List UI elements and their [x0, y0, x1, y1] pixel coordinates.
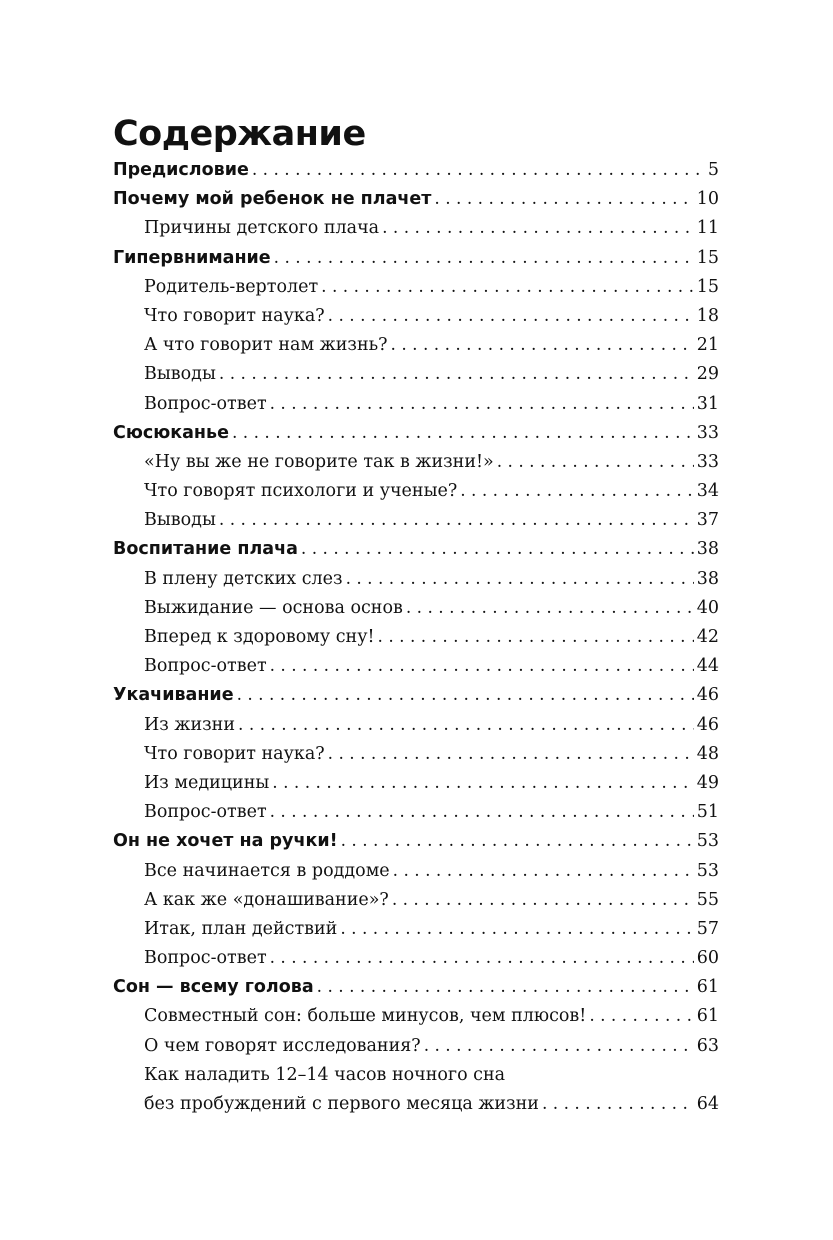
toc-section-entry[interactable] — [113, 744, 719, 773]
dot-leader — [424, 1036, 694, 1056]
toc-page-number: 61 — [696, 1006, 719, 1027]
toc-chapter-entry[interactable] — [113, 977, 719, 1006]
page-title: Содержание — [113, 114, 366, 154]
toc-page-number: 37 — [696, 510, 719, 531]
dot-leader — [393, 861, 694, 881]
toc-section-entry[interactable] — [113, 890, 719, 919]
toc-section-entry[interactable] — [113, 218, 719, 247]
toc-entry-title: Что говорит наука? — [144, 305, 325, 326]
toc-page-number: 64 — [696, 1094, 719, 1114]
toc-entry-title: Выводы — [144, 364, 216, 385]
toc-chapter-entry[interactable] — [113, 189, 719, 218]
toc-section-entry[interactable] — [113, 1094, 719, 1123]
toc-section-entry[interactable] — [113, 510, 719, 539]
toc-chapter-entry[interactable] — [113, 248, 719, 277]
toc-page-number: 29 — [696, 364, 719, 385]
toc-section-entry[interactable] — [113, 919, 719, 948]
dot-leader — [346, 569, 694, 589]
toc-entry-title: В плену детских слез — [144, 568, 343, 589]
toc-page-number: 15 — [696, 276, 719, 297]
dot-leader — [341, 831, 694, 851]
toc-entry-title: Из жизни — [144, 714, 236, 735]
toc-entry-title: О чем говорят исследования? — [144, 1035, 421, 1056]
toc-entry-title: Вопрос-ответ — [144, 802, 267, 823]
toc-page-number: 38 — [696, 568, 719, 589]
toc-entry-title: Выжидание — основа основ — [144, 597, 403, 618]
toc-entry-title: Как наладить 12–14 часов ночного сна — [144, 1064, 506, 1085]
dot-leader — [497, 452, 694, 472]
toc-entry-title: Из медицины — [144, 772, 270, 793]
toc-page-number: 15 — [696, 247, 719, 268]
toc-section-entry[interactable] — [113, 627, 719, 656]
toc-section-entry[interactable] — [113, 861, 719, 890]
toc-entry-title: Что говорит наука? — [144, 743, 325, 764]
dot-leader — [542, 1094, 694, 1114]
toc-page-number: 53 — [696, 860, 719, 881]
toc-entry-title: Укачивание — [113, 685, 234, 706]
table-of-contents — [113, 160, 719, 1123]
dot-leader — [340, 919, 693, 939]
toc-entry-title: Вопрос-ответ — [144, 393, 267, 414]
toc-page-number: 42 — [696, 627, 719, 647]
dot-leader — [219, 510, 694, 530]
dot-leader — [237, 685, 694, 705]
toc-page-number: 57 — [696, 918, 719, 939]
toc-entry-title: Гипервнимание — [113, 247, 271, 268]
toc-section-entry[interactable] — [113, 306, 719, 335]
dot-leader — [460, 481, 693, 501]
toc-entry-title: А как же «донашивание»? — [144, 889, 389, 910]
toc-entry-title: Вопрос-ответ — [144, 948, 267, 969]
toc-section-entry[interactable] — [113, 715, 719, 744]
toc-section-entry[interactable] — [113, 948, 719, 977]
toc-section-entry[interactable] — [113, 1036, 719, 1065]
toc-page-number: 49 — [696, 772, 719, 793]
dot-leader — [270, 802, 694, 822]
dot-leader — [232, 423, 694, 443]
toc-entry-title: Он не хочет на ручки! — [113, 831, 338, 852]
toc-section-entry[interactable] — [113, 277, 719, 306]
toc-entry-title: Совместный сон: больше минусов, чем плюсов! — [144, 1006, 587, 1027]
dot-leader — [301, 539, 694, 559]
toc-chapter-entry[interactable] — [113, 160, 719, 189]
dot-leader — [270, 656, 694, 676]
toc-chapter-entry[interactable] — [113, 831, 719, 860]
toc-page-number: 5 — [707, 160, 719, 180]
toc-section-entry[interactable] — [113, 394, 719, 423]
toc-entry-title: Воспитание плача — [113, 539, 298, 560]
dot-leader — [272, 773, 693, 793]
toc-entry-title: Все начинается в роддоме — [144, 860, 390, 881]
toc-section-entry[interactable] — [113, 481, 719, 510]
dot-leader — [274, 248, 694, 268]
dot-leader — [270, 394, 694, 414]
toc-page-number: 18 — [696, 305, 719, 326]
toc-entry-title: Родитель-вертолет — [144, 276, 319, 297]
toc-section-entry[interactable] — [113, 364, 719, 393]
toc-entry-title: Выводы — [144, 510, 216, 531]
toc-page-number: 61 — [696, 977, 719, 998]
toc-page-number: 60 — [696, 948, 719, 969]
toc-page-number: 31 — [696, 393, 719, 414]
dot-leader — [378, 627, 694, 647]
toc-section-entry[interactable] — [113, 452, 719, 481]
dot-leader — [406, 598, 694, 618]
dot-leader — [392, 890, 694, 910]
toc-section-entry[interactable] — [113, 802, 719, 831]
toc-entry-title: А что говорит нам жизнь? — [144, 335, 388, 356]
toc-section-entry[interactable] — [113, 773, 719, 802]
toc-chapter-entry[interactable] — [113, 685, 719, 714]
toc-page-number: 63 — [696, 1035, 719, 1056]
dot-leader — [317, 977, 694, 997]
toc-entry-title: Вопрос-ответ — [144, 656, 267, 677]
toc-page-number: 33 — [696, 451, 719, 472]
toc-page-number: 55 — [696, 889, 719, 910]
toc-entry-title: Предисловие — [113, 160, 249, 180]
toc-section-entry[interactable] — [113, 335, 719, 364]
toc-entry-title: Причины детского плача — [144, 218, 380, 239]
dot-leader — [321, 277, 694, 297]
toc-chapter-entry[interactable] — [113, 423, 719, 452]
toc-page-number: 10 — [696, 189, 719, 210]
dot-leader — [589, 1006, 693, 1026]
dot-leader — [328, 744, 694, 764]
toc-page-number: 53 — [696, 831, 719, 852]
dot-leader — [252, 160, 705, 180]
toc-section-entry[interactable] — [113, 598, 719, 627]
toc-entry-title: Сон — всему голова — [113, 977, 314, 998]
toc-page-number: 51 — [696, 802, 719, 823]
toc-page-number: 44 — [696, 656, 719, 677]
dot-leader — [391, 335, 694, 355]
toc-page-number: 11 — [696, 218, 719, 239]
dot-leader — [382, 218, 694, 238]
toc-entry-title: Что говорят психологи и ученые? — [144, 481, 458, 502]
toc-entry-line[interactable] — [113, 1065, 719, 1094]
toc-entry-title: Почему мой ребенок не плачет — [113, 189, 432, 210]
toc-page-number: 46 — [696, 714, 719, 735]
toc-page-number: 21 — [696, 335, 719, 356]
toc-page-number: 40 — [696, 597, 719, 618]
toc-entry-title: без пробуждений с первого месяца жизни — [144, 1094, 539, 1114]
toc-entry-title: Итак, план действий — [144, 918, 338, 939]
dot-leader — [434, 189, 693, 209]
toc-entry-title: Вперед к здоровому сну! — [144, 627, 375, 647]
toc-page-number: 33 — [696, 422, 719, 443]
toc-page-number: 46 — [696, 685, 719, 706]
dot-leader — [270, 948, 694, 968]
toc-page-number: 48 — [696, 743, 719, 764]
toc-page-number: 38 — [696, 539, 719, 560]
toc-section-entry[interactable] — [113, 569, 719, 598]
toc-section-entry[interactable] — [113, 1006, 719, 1035]
toc-chapter-entry[interactable] — [113, 539, 719, 568]
toc-section-entry[interactable] — [113, 656, 719, 685]
toc-page-number: 34 — [696, 481, 719, 502]
toc-entry-title: Сюсюканье — [113, 422, 229, 443]
toc-entry-title: «Ну вы же не говорите так в жизни!» — [144, 451, 494, 472]
dot-leader — [238, 715, 694, 735]
dot-leader — [328, 306, 694, 326]
dot-leader — [219, 364, 694, 384]
